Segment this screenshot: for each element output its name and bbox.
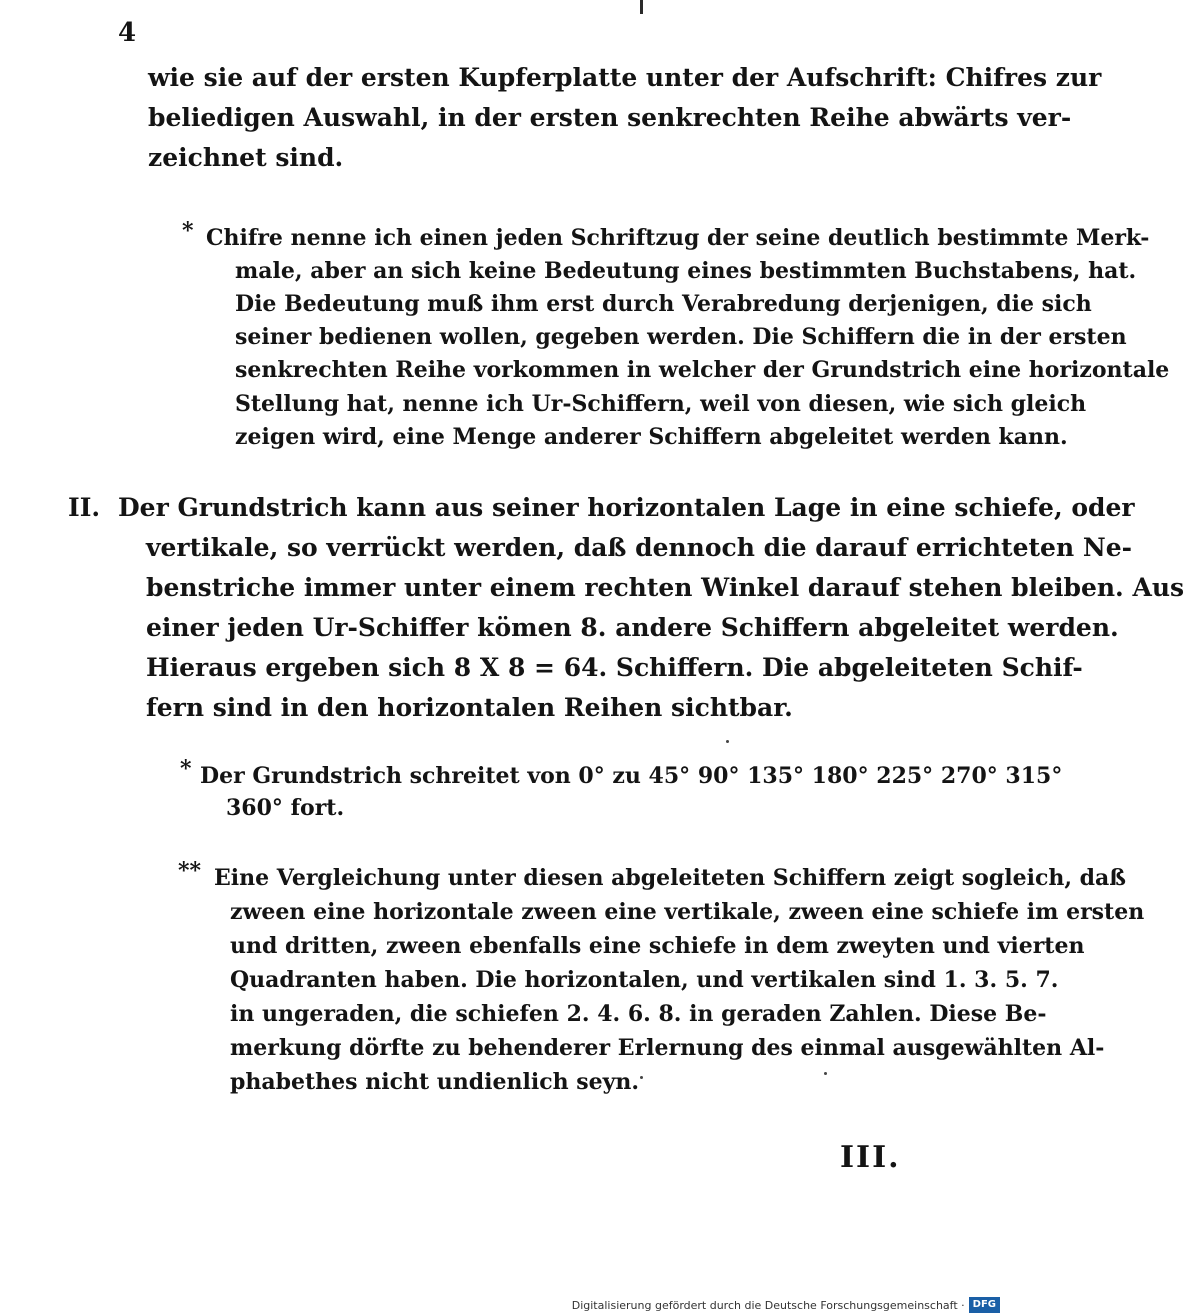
- footer-credit: Digitalisierung gefördert durch die Deutsche Forschungsgemeinschaft ·: [571, 1298, 965, 1312]
- page-number: 4: [118, 18, 137, 48]
- footnote-line: phabethes nicht undienlich seyn.: [230, 1069, 640, 1095]
- section-line: Der Grundstrich kann aus seiner horizontalen Lage in eine schiefe, oder: [118, 493, 1135, 522]
- footnote-line: merkung dörfte zu behenderer Erlernung des einmal ausgewählten Al-: [230, 1035, 1105, 1061]
- dfg-logo: DFG: [969, 1297, 1000, 1313]
- footnote-line: in ungeraden, die schiefen 2. 4. 6. 8. in geraden Zahlen. Diese Be-: [230, 1001, 1047, 1027]
- footnote-line: seiner bedienen wollen, gegeben werden. Die Schiffern die in der ersten: [235, 324, 1127, 350]
- section-line: Hieraus ergeben sich 8 X 8 = 64. Schiffern. Die abgeleiteten Schif-: [146, 653, 1083, 682]
- digitization-footer: [566, 1296, 1000, 1314]
- footnote-line: Quadranten haben. Die horizontalen, und vertikalen sind 1. 3. 5. 7.: [230, 967, 1059, 993]
- section-number: II.: [68, 493, 101, 522]
- footnote-line: male, aber an sich keine Bedeutung eines bestimmten Buchstabens, hat.: [235, 258, 1137, 284]
- scan-speck: [640, 1076, 643, 1079]
- footnote-line: Stellung hat, nenne ich Ur-Schiffern, weil von diesen, wie sich gleich: [235, 391, 1087, 417]
- text-line: zeichnet sind.: [148, 143, 344, 172]
- footnote-line: zween eine horizontale zween eine vertikale, zween eine schiefe im ersten: [230, 899, 1145, 925]
- section-line: benstriche immer unter einem rechten Winkel darauf stehen bleiben. Aus: [146, 573, 1184, 602]
- text-line: beliedigen Auswahl, in der ersten senkrechten Reihe abwärts ver-: [148, 103, 1072, 132]
- text-line: wie sie auf der ersten Kupferplatte unter der Aufschrift: Chifres zur: [148, 63, 1102, 92]
- footnote-marker: **: [178, 858, 202, 884]
- catchword: III.: [840, 1140, 901, 1175]
- footnote-line: senkrechten Reihe vorkommen in welcher der Grundstrich eine horizontale: [235, 357, 1170, 383]
- footnote-line: 360° fort.: [226, 795, 345, 821]
- footnote-line: und dritten, zween ebenfalls eine schiefe in dem zweyten und vierten: [230, 933, 1085, 959]
- footnote-line: Eine Vergleichung unter diesen abgeleiteten Schiffern zeigt sogleich, daß: [214, 865, 1127, 891]
- footnote-marker: *: [180, 756, 192, 782]
- scan-speck: [726, 740, 729, 743]
- section-line: vertikale, so verrückt werden, daß dennoch die darauf errichteten Ne-: [146, 533, 1132, 562]
- scan-speck: [824, 1072, 827, 1075]
- section-line: fern sind in den horizontalen Reihen sichtbar.: [146, 693, 793, 722]
- footnote-line: Chifre nenne ich einen jeden Schriftzug der seine deutlich bestimmte Merk-: [206, 225, 1150, 251]
- section-line: einer jeden Ur-Schiffer kömen 8. andere Schiffern abgeleitet werden.: [146, 613, 1119, 642]
- footnote-line: zeigen wird, eine Menge anderer Schiffern abgeleitet werden kann.: [235, 424, 1068, 450]
- footnote-marker: *: [182, 218, 194, 244]
- scan-edge-mark: [640, 0, 643, 14]
- footnote-line: Die Bedeutung muß ihm erst durch Verabredung derjenigen, die sich: [235, 291, 1092, 317]
- footnote-line: Der Grundstrich schreitet von 0° zu 45° 90° 135° 180° 225° 270° 315°: [200, 763, 1063, 789]
